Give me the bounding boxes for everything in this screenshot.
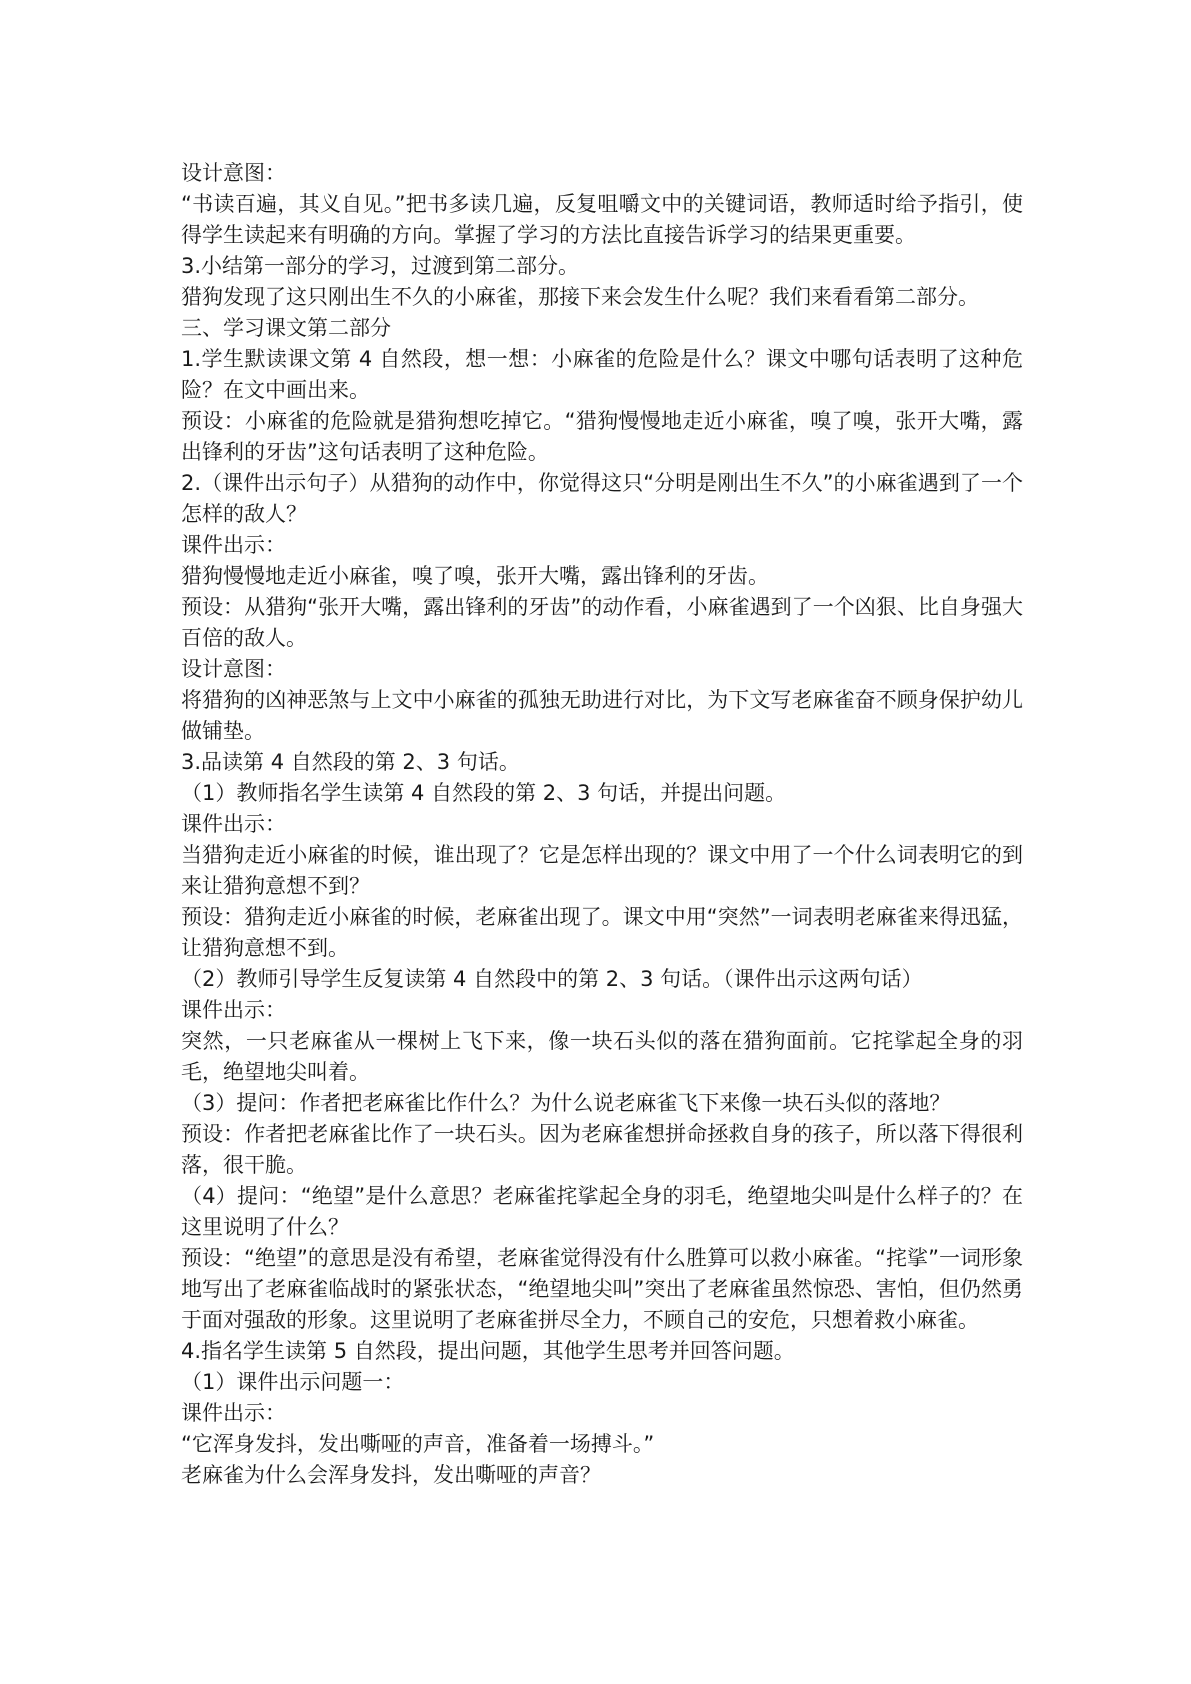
paragraph: 突然，一只老麻雀从一棵树上飞下来，像一块石头似的落在猎狗面前。它挓挲起全身的羽毛，绝望地尖叫着。 (181, 1029, 1023, 1084)
paragraph: “它浑身发抖，发出嘶哑的声音，准备着一场搏斗。” (181, 1432, 655, 1456)
paragraph: 猎狗发现了这只刚出生不久的小麻雀，那接下来会发生什么呢？我们来看看第二部分。 (181, 285, 979, 309)
paragraph: （2）教师引导学生反复读第 4 自然段中的第 2、3 句话。（课件出示这两句话） (181, 967, 923, 991)
paragraph: 预设：“绝望”的意思是没有希望，老麻雀觉得没有什么胜算可以救小麻雀。“挓挲”一词形象地写出了老麻雀临战时的紧张状态，“绝望地尖叫”突出了老麻雀虽然惊恐、害怕，但仍然勇于面对强敌的形象。这里说明了老麻雀拼尽全力，不顾自己的安危，只想着救小麻雀。 (181, 1246, 1023, 1332)
paragraph: 预设：作者把老麻雀比作了一块石头。因为老麻雀想拼命拯救自身的孩子，所以落下得很利落，很干脆。 (181, 1122, 1023, 1177)
paragraph: 2.（课件出示句子）从猎狗的动作中，你觉得这只“分明是刚出生不久”的小麻雀遇到了一个怎样的敌人？ (181, 471, 1023, 526)
paragraph: 3.品读第 4 自然段的第 2、3 句话。 (181, 750, 520, 774)
paragraph: 课件出示： (181, 1401, 286, 1425)
document-body (181, 158, 1023, 1491)
paragraph: 预设：小麻雀的危险就是猎狗想吃掉它。“猎狗慢慢地走近小麻雀，嗅了嗅，张开大嘴，露出锋利的牙齿”这句话表明了这种危险。 (181, 409, 1023, 464)
paragraph: （1）教师指名学生读第 4 自然段的第 2、3 句话，并提出问题。 (181, 781, 787, 805)
paragraph: 将猎狗的凶神恶煞与上文中小麻雀的孤独无助进行对比，为下文写老麻雀奋不顾身保护幼儿做铺垫。 (181, 688, 1023, 743)
paragraph: （1）课件出示问题一： (181, 1370, 405, 1394)
paragraph: 设计意图： (181, 657, 286, 681)
paragraph: 3.小结第一部分的学习，过渡到第二部分。 (181, 254, 580, 278)
paragraph: 1.学生默读课文第 4 自然段，想一想：小麻雀的危险是什么？课文中哪句话表明了这种危险？在文中画出来。 (181, 347, 1023, 402)
paragraph: 当猎狗走近小麻雀的时候，谁出现了？它是怎样出现的？课文中用了一个什么词表明它的到来让猎狗意想不到？ (181, 843, 1023, 898)
paragraph: 预设：猎狗走近小麻雀的时候，老麻雀出现了。课文中用“突然”一词表明老麻雀来得迅猛，让猎狗意想不到。 (181, 905, 1023, 960)
paragraph: 课件出示： (181, 812, 286, 836)
paragraph: “书读百遍，其义自见。”把书多读几遍，反复咀嚼文中的关键词语，教师适时给予指引，使得学生读起来有明确的方向。掌握了学习的方法比直接告诉学习的结果更重要。 (181, 192, 1023, 247)
paragraph: 老麻雀为什么会浑身发抖，发出嘶哑的声音？ (181, 1463, 601, 1487)
paragraph: （4）提问：“绝望”是什么意思？老麻雀挓挲起全身的羽毛，绝望地尖叫是什么样子的？在这里说明了什么？ (181, 1184, 1023, 1239)
paragraph: 4.指名学生读第 5 自然段，提出问题，其他学生思考并回答问题。 (181, 1339, 795, 1363)
paragraph: 课件出示： (181, 998, 286, 1022)
paragraph: （3）提问：作者把老麻雀比作什么？为什么说老麻雀飞下来像一块石头似的落地？ (181, 1091, 951, 1115)
paragraph: 预设：从猎狗“张开大嘴，露出锋利的牙齿”的动作看，小麻雀遇到了一个凶狠、比自身强大百倍的敌人。 (181, 595, 1023, 650)
paragraph: 猎狗慢慢地走近小麻雀，嗅了嗅，张开大嘴，露出锋利的牙齿。 (181, 564, 769, 588)
paragraph: 设计意图： (181, 161, 286, 185)
section-heading: 三、学习课文第二部分 (181, 316, 391, 340)
paragraph: 课件出示： (181, 533, 286, 557)
